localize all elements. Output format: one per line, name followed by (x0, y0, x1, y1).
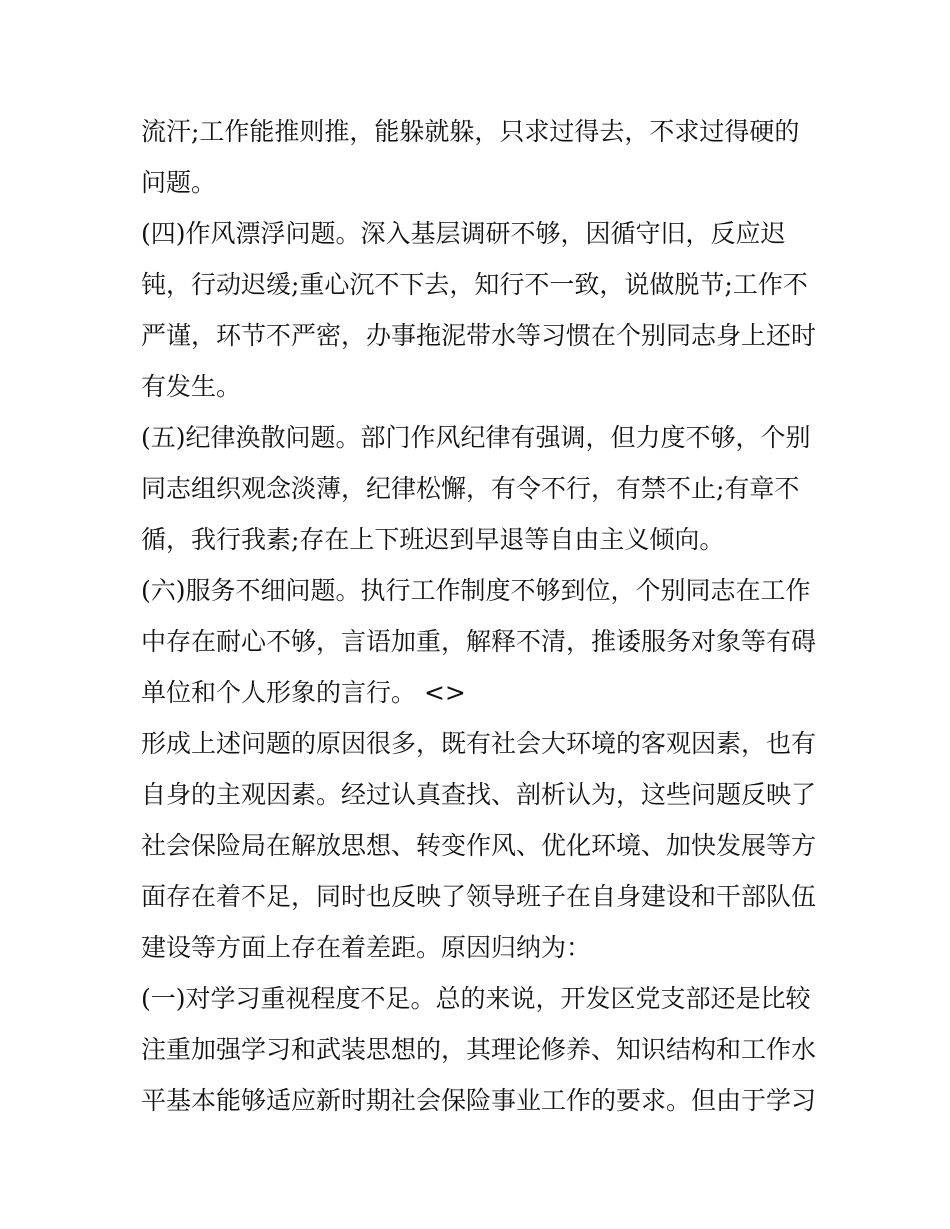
text-line: 面存在着不足，同时也反映了领导班子在自身建设和干部队伍 (141, 882, 817, 911)
text-line: (一)对学习重视程度不足。总的来说，开发区党支部还是比较 (141, 984, 811, 1013)
text-line: 社会保险局在解放思想、转变作风、优化环境、加快发展等方 (141, 831, 817, 860)
text-line: 自身的主观因素。经过认真查找、剖析认为，这些问题反映了 (141, 780, 817, 809)
text-line: 形成上述问题的原因很多，既有社会大环境的客观因素，也有 (141, 729, 817, 758)
text-line: 平基本能够适应新时期社会保险事业工作的要求。但由于学习 (141, 1086, 817, 1115)
body-text (141, 106, 821, 1126)
text-line: (五)纪律涣散问题。部门作风纪律有强调，但力度不够，个别 (141, 423, 811, 452)
text-line: 中存在耐心不够，言语加重，解释不清，推诿服务对象等有碍 (141, 627, 817, 656)
text-line: 单位和个人形象的言行。 <> (141, 678, 466, 707)
text-line: 建设等方面上存在着差距。原因归纳为： (141, 933, 592, 962)
text-line: 钝，行动迟缓;重心沉不下去，知行不一致，说做脱节;工作不 (141, 270, 808, 299)
text-line: (四)作风漂浮问题。深入基层调研不够，因循守旧，反应迟 (141, 219, 786, 248)
text-line: 有发生。 (141, 372, 242, 401)
text-line: 严谨，环节不严密，办事拖泥带水等习惯在个别同志身上还时 (141, 321, 817, 350)
text-line: 循，我行我素;存在上下班迟到早退等自由主义倾向。 (141, 525, 725, 554)
text-line: 注重加强学习和武装思想的，其理论修养、知识结构和工作水 (141, 1035, 817, 1064)
text-line: (六)服务不细问题。执行工作制度不够到位，个别同志在工作 (141, 576, 811, 605)
text-line: 同志组织观念淡薄，纪律松懈，有令不行，有禁不止;有章不 (141, 474, 800, 503)
text-line: 流汗;工作能推则推，能躲就躲，只求过得去，不求过得硬的 (141, 117, 800, 146)
text-line: 问题。 (141, 168, 217, 197)
